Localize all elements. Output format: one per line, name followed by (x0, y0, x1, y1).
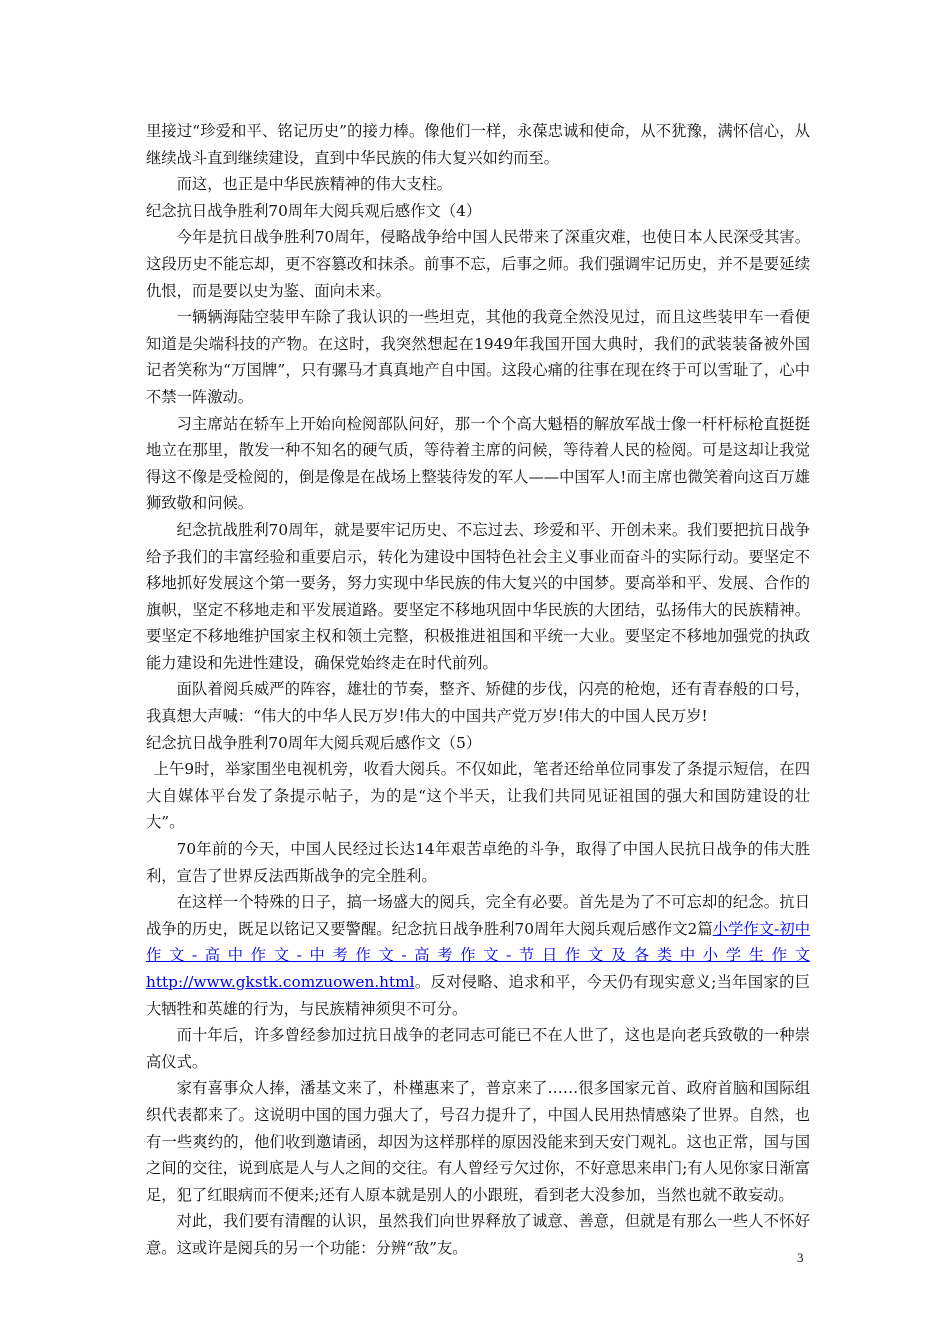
paragraph: 习主席站在轿车上开始向检阅部队问好，那一个个高大魁梧的解放军战士像一杆杆标枪直挺挺地立在那里，散发一种不知名的硬气质，等待着主席的问候，等待着人民的检阅。可是这却让我觉得这不像是受检阅的，倒是像是在战场上整装待发的军人——中国军人!而主席也微笑着向这百万雄狮致敬和问候。 (146, 414, 810, 513)
paragraph: 面队着阅兵威严的阵容，雄壮的节奏，整齐、矫健的步伐，闪亮的枪炮，还有青春般的口号，我真想大声喊：“伟大的中华人民万岁!伟大的中国共产党万岁!伟大的中国人民万岁! (146, 680, 810, 726)
section-heading: 纪念抗日战争胜利70周年大阅兵观后感作文（5） (146, 733, 482, 752)
paragraph: 今年是抗日战争胜利70周年，侵略战争给中国人民带来了深重灾难，也使日本人民深受其害。这段历史不能忘却，更不容篡改和抹杀。前事不忘，后事之师。我们强调牢记历史，并不是要延续仇恨，而是要以史为鉴、面向未来。 (146, 228, 810, 300)
paragraph: 70年前的今天，中国人民经过长达14年艰苦卓绝的斗争，取得了中国人民抗日战争的伟大胜利，宣告了世界反法西斯战争的完全胜利。 (146, 840, 810, 885)
document-body (146, 118, 810, 1262)
paragraph: 一辆辆海陆空装甲车除了我认识的一些坦克，其他的我竟全然没见过，而且这些装甲车一看便知道是尖端科技的产物。在这时，我突然想起在1949年我国开国大典时，我们的武装装备被外国记者笑称为“万国牌”，只有骡马才真真地产自中国。这段心痛的往事在现在终于可以雪耻了，心中不禁一阵激动。 (146, 308, 810, 406)
paragraph: 而这，也正是中华民族精神的伟大支柱。 (176, 175, 452, 194)
paragraph-with-link (146, 889, 810, 1022)
page-number: 3 (797, 1250, 804, 1265)
paragraph: 而十年后，许多曾经参加过抗日战争的老同志可能已不在人世了，这也是向老兵致敬的一种崇高仪式。 (146, 1026, 810, 1071)
paragraph: 对此，我们要有清醒的认识，虽然我们向世界释放了诚意、善意，但就是有那么一些人不怀好意。这或许是阅兵的另一个功能：分辨“敌”友。 (146, 1212, 810, 1257)
paragraph-text: 在这样一个特殊的日子，搞一场盛大的阅兵，完全有必要。首先是为了不可忘却的纪念。抗日战争的历史，既足以铭记又要警醒。纪念抗日战争胜利70周年大阅兵观后感作文2篇 (146, 893, 810, 938)
paragraph-text: 。反对侵略、追求和平，今天仍有现实意义;当年国家的巨大牺牲和英雄的行为，与民族精神须臾不可分。 (146, 973, 810, 1018)
paragraph: 里接过“珍爱和平、铭记历史”的接力棒。像他们一样，永葆忠诚和使命，从不犹豫，满怀信心，从继续战斗直到继续建设，直到中华民族的伟大复兴如约而至。 (146, 122, 810, 167)
website-link[interactable]: 小学作文-初中作文-高中作文-中考作文-高考作文-节日作文及各类中小学生作文 http://www.gkstk.comzuowen.html (146, 919, 810, 991)
paragraph: 上午9时，举家围坐电视机旁，收看大阅兵。不仅如此，笔者还给单位同事发了条提示短信，在四大自媒体平台发了条提示帖子，为的是“这个半天，让我们共同见证祖国的强大和国防建设的壮大”。 (146, 760, 810, 832)
section-heading: 纪念抗日战争胜利70周年大阅兵观后感作文（4） (146, 201, 482, 220)
paragraph: 纪念抗战胜利70周年，就是要牢记历史、不忘过去、珍爱和平、开创未来。我们要把抗日战争给予我们的丰富经验和重要启示，转化为建设中国特色社会主义事业而奋斗的实际行动。要坚定不移地抓好发展这个第一要务，努力实现中华民族的伟大复兴的中国梦。要高举和平、发展、合作的旗帜，坚定不移地走和平发展道路。要坚定不移地巩固中华民族的大团结，弘扬伟大的民族精神。要坚定不移地维护国家主权和领土完整，积极推进祖国和平统一大业。要坚定不移地加强党的执政能力建设和先进性建设，确保党始终走在时代前列。 (146, 520, 810, 672)
paragraph: 家有喜事众人捧，潘基文来了，朴槿惠来了，普京来了……很多国家元首、政府首脑和国际组织代表都来了。这说明中国的国力强大了，号召力提升了，中国人民用热情感染了世界。自然，也有一些爽约的，他们收到邀请函，却因为这样那样的原因没能来到天安门观礼。这也正常，国与国之间的交往，说到底是人与人之间的交往。有人曾经亏欠过你，不好意思来串门;有人见你家日渐富足，犯了红眼病而不便来;还有人原本就是别人的小跟班，看到老大没参加，当然也就不敢妄动。 (146, 1079, 810, 1204)
